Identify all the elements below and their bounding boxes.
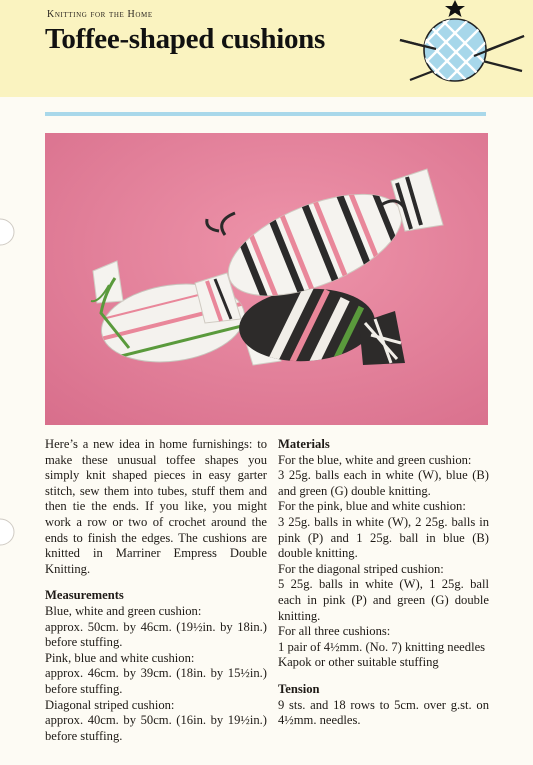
cushions-photo	[45, 133, 488, 425]
series-label: Knitting for the Home	[47, 9, 153, 20]
materials-detail: 3 25g. balls in white (W), 2 25g. balls in pink (P) and 1 25g. ball in blue (B) double knitting.	[278, 514, 489, 561]
measurement-name: Pink, blue and white cushion:	[45, 650, 195, 665]
measurement-item	[45, 698, 267, 745]
measurement-size: approx. 46cm. by 39cm. (18in. by 15½in.) before stuffing.	[45, 666, 267, 696]
measurement-item	[45, 604, 267, 651]
materials-detail: 1 pair of 4½mm. (No. 7) knitting needles	[278, 639, 486, 654]
measurement-size: approx. 50cm. by 46cm. (19½in. by 18in.) before stuffing.	[45, 619, 267, 650]
tension-heading: Tension	[278, 681, 320, 696]
binder-hole-bottom	[0, 517, 20, 547]
left-column	[45, 437, 267, 744]
materials-name: For all three cushions:	[278, 624, 391, 639]
measurement-size: approx. 40cm. by 50cm. (16in. by 19½in.) before stuffing.	[45, 713, 267, 743]
header-divider	[45, 112, 486, 116]
materials-item	[278, 453, 489, 500]
measurement-name: Diagonal striped cushion:	[45, 697, 175, 712]
yarn-logo	[396, 0, 533, 97]
measurement-item	[45, 651, 267, 698]
materials-detail: 5 25g. balls in white (W), 1 25g. ball each in pink (P) and green (G) double knitting.	[278, 577, 489, 623]
materials-stuffing: Kapok or other suitable stuffing	[278, 655, 439, 670]
yarn-ball-icon	[400, 2, 524, 97]
star-icon	[445, 0, 465, 17]
materials-heading: Materials	[278, 437, 330, 451]
materials-item	[278, 562, 489, 624]
materials-name: For the diagonal striped cushion:	[278, 561, 444, 576]
right-column	[278, 437, 489, 729]
page-title: Toffee-shaped cushions	[45, 23, 325, 55]
materials-detail: 3 25g. balls each in white (W), blue (B) and green (G) double knitting.	[278, 468, 489, 498]
materials-item	[278, 624, 489, 655]
materials-name: For the pink, blue and white cushion:	[278, 499, 466, 514]
materials-item	[278, 499, 489, 561]
measurements-heading: Measurements	[45, 588, 124, 603]
tension-text: 9 sts. and 18 rows to 5cm. over g.st. on 4½mm. needles.	[278, 697, 489, 728]
binder-hole-top	[0, 217, 20, 247]
materials-name: For the blue, white and green cushion:	[278, 452, 472, 467]
intro-paragraph: Here’s a new idea in home furnishings: to make these unusual toffee shapes you simply knit shaped pieces in easy garter stitch, sew them into tubes, stuff them and then tie the ends. If you like, you might work a row or two of crochet around the ends to finish the edges. The cushions are knitted in Marriner Empress Double Knitting.	[45, 437, 267, 576]
measurement-name: Blue, white and green cushion:	[45, 603, 202, 618]
